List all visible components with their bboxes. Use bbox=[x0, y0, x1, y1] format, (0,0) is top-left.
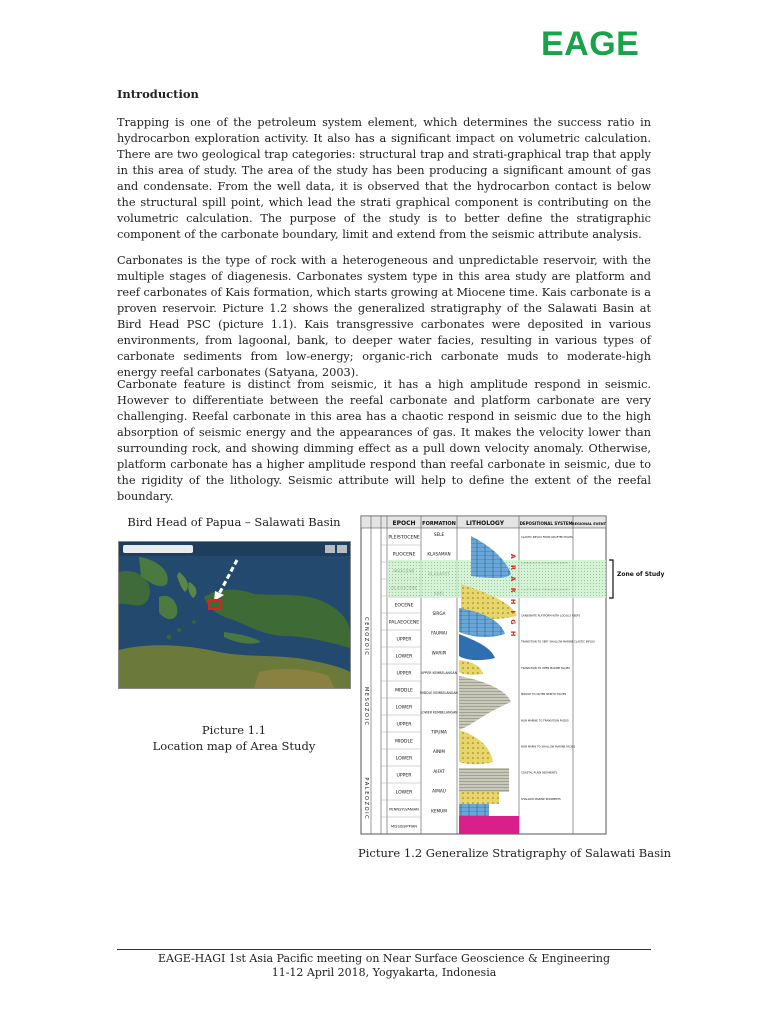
epoch-label: UPPER bbox=[396, 773, 412, 779]
location-map bbox=[118, 541, 351, 689]
epoch-label: EOCENE bbox=[394, 603, 414, 609]
paragraph-3: Carbonate feature is distinct from seismic, it has a high amplitude respond in seismic. However to differentiate between the reefal carbonate and platform carbonate are very challenging. Reefal carbonate in this area has a chaotic respond in seismic due to the high absorption of seismic energy and the appearances of gas. It makes the velocity lower than surrounding rock, and showing dimming effect as a pull down velocity anomaly. Otherwise, platform carbonate has a higher amplitude respond than reefal carbonate in seismic, due to the rigidity of the lithology. Seismic attribute will help to define the extent of the reefal boundary. bbox=[117, 378, 651, 503]
epoch-label: LOWER bbox=[395, 705, 413, 711]
formation-label: KLASAMAN bbox=[427, 551, 451, 557]
col-regional: REGIONAL EVENT bbox=[571, 522, 607, 526]
formation-label: AIFAT bbox=[433, 768, 445, 774]
eage-logo: EAGE bbox=[541, 25, 640, 63]
era-paleozoic: P A L E O Z O I C bbox=[363, 777, 369, 819]
epoch-label: LOWER bbox=[395, 790, 413, 796]
arar-high-label: A R A R H I G H bbox=[509, 553, 517, 639]
depositional-label: MIDDLE TO OUTER NERITIC FACIES bbox=[521, 693, 567, 697]
formation-label: MIDDLE KEMBELANGAN bbox=[420, 690, 458, 695]
paragraph-1: Trapping is one of the petroleum system element, which determines the success ratio in hydrocarbon exploration activity. It also has a significant impact on volumetric calculation. There are two geological trap categories: structural trap and strati-graphical trap that apply in this area of study. The area of the study has been producing a significant amount of gas and condensate. From the well data, it is observed that the hydrocarbon contact is below the structural spill point, which lead the strati graphical component is contributing on the volumetric calculation. The purpose of the study is to better define the stratigraphic component of the carbonate boundary, limit and extend from the seismic attribute analysis. bbox=[117, 116, 651, 241]
location-map-image bbox=[119, 542, 350, 688]
figure-1-title: Bird Head of Papua – Salawati Basin bbox=[127, 515, 341, 529]
formation-label: SIRGA bbox=[432, 610, 446, 616]
depositional-label: COASTAL PLAIN SEDIMENTS bbox=[521, 771, 558, 775]
formation-label: LOWER KEMBELANGAN bbox=[420, 710, 458, 715]
epoch-label: MISSISSIPPIAN bbox=[391, 824, 417, 829]
footer-line-2: 11-12 April 2018, Yogyakarta, Indonesia bbox=[271, 966, 497, 979]
depositional-label: SHALLOW MARINE SEDIMENTS bbox=[521, 797, 561, 801]
depositional-label: TRANSITION TO OPEN MARINE FACIES bbox=[521, 666, 570, 670]
stratigraphy-chart bbox=[361, 516, 665, 834]
epoch-label: UPPER bbox=[396, 671, 412, 677]
figure-1-caption-line2: Location map of Area Study bbox=[152, 739, 316, 753]
section-heading: Introduction bbox=[117, 87, 199, 101]
epoch-label: LOWER bbox=[395, 756, 413, 762]
epoch-label: PENNSYLVANIAN bbox=[389, 807, 419, 812]
formation-label: SELE bbox=[433, 532, 445, 537]
col-formation: FORMATION bbox=[422, 521, 456, 527]
formation-label: UPPER KEMBELANGAN bbox=[421, 671, 457, 676]
formation-label: AIMAU bbox=[432, 788, 446, 794]
col-epoch: EPOCH bbox=[392, 520, 416, 527]
col-depositional: DEPOSITIONAL SYSTEM bbox=[519, 521, 573, 526]
depositional-label: TRANSITION TO VERY SHALLOW MARINE CLASTIC INFLUX bbox=[521, 640, 595, 644]
footer-line-1: EAGE-HAGI 1st Asia Pacific meeting on Near Surface Geoscience & Engineering bbox=[157, 952, 611, 965]
formation-label: KEMUM bbox=[431, 808, 447, 814]
formation-label: WARIPI bbox=[431, 650, 447, 656]
epoch-label: UPPER bbox=[396, 722, 412, 728]
zone-of-study-label: Zone of Study bbox=[617, 571, 665, 578]
epoch-label: MIDDLE bbox=[395, 688, 413, 694]
era-mesozoic: M E S O Z O I C bbox=[363, 686, 369, 726]
epoch-label: PLIOCENE bbox=[392, 552, 416, 558]
era-cenozoic: C E N O Z O I C bbox=[363, 617, 369, 655]
col-lithology: LITHOLOGY bbox=[465, 520, 505, 527]
figure-1-caption-line1: Picture 1.1 bbox=[201, 723, 267, 737]
epoch-label: UPPER bbox=[396, 637, 412, 643]
figure-2-caption: Picture 1.2 Generalize Stratigraphy of Salawati Basin bbox=[358, 846, 672, 860]
depositional-label: NON MARIN TO SHALLOW MARINE FACIES bbox=[521, 745, 575, 749]
depositional-label: CARBONATE PLATFORM WITH LOCALLY REEFS bbox=[521, 614, 581, 618]
depositional-label: CLASTIC INFLUX FROM UPLIFTED HIGHS bbox=[521, 536, 573, 539]
epoch-label: PALAEOCENE bbox=[388, 620, 420, 626]
epoch-label: LOWER bbox=[395, 654, 413, 660]
footer-rule bbox=[117, 949, 651, 950]
epoch-label: PLEISTOCENE bbox=[388, 535, 420, 541]
formation-label: AINIM bbox=[432, 749, 446, 755]
formation-label: TIPUMA bbox=[431, 729, 447, 735]
formation-label: FAUMAI bbox=[431, 630, 447, 636]
depositional-label: NON MARINE TO TRANSITION FACIES bbox=[521, 719, 569, 723]
paragraph-2: Carbonates is the type of rock with a heterogeneous and unpredictable reservoir, with the multiple stages of diagenesis. Carbonates system type in this area study are platform and reef carbonates of Kais formation, which starts growing at Miocene time. Kais carbonate is a proven reservoir. Picture 1.2 shows the generalized stratigraphy of the Salawati Basin at Bird Head PSC (picture 1.1). Kais transgressive carbonates were deposited in various environments, from lagoonal, bank, to deeper water facies, resulting in various types of carbonate sediments from low-energy; organic-rich carbonate muds to moderate-high energy reefal carbonates (Satyana, 2003). bbox=[117, 254, 651, 379]
epoch-label: MIDDLE bbox=[395, 739, 413, 745]
figure-1-caption bbox=[117, 722, 351, 754]
